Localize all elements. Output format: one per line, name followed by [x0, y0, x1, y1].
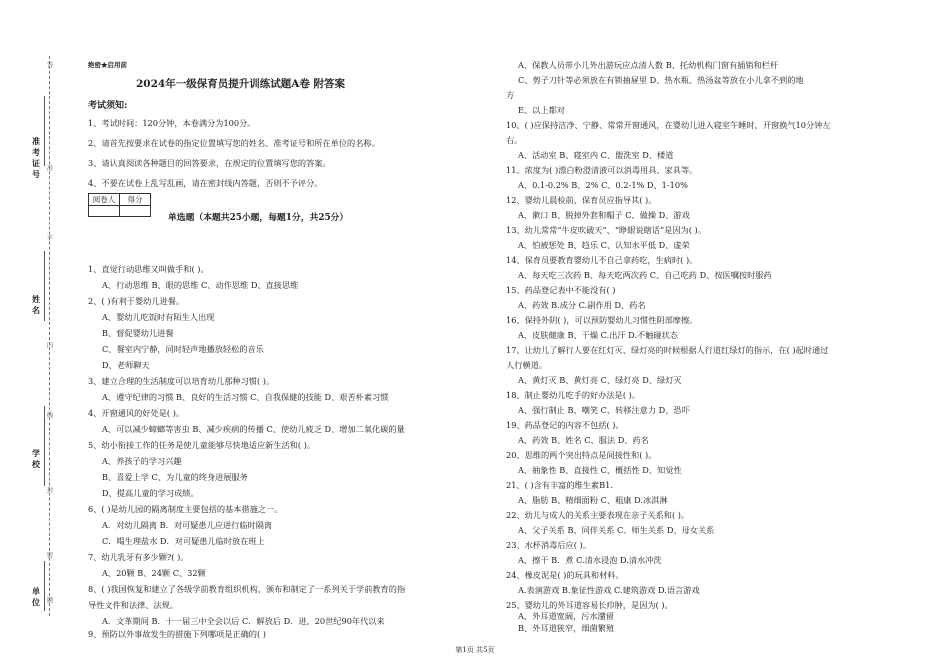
- question-text: 8、( )我国恢复和建立了各级学前教育组织机构，颁布和制定了一系列关于学前教育的指: [88, 584, 406, 594]
- question-options: A、父子关系 B、同伴关系 C、师生关系 D、母女关系: [518, 525, 715, 535]
- question-options: A.表演游戏 B.象征性游戏 C.建筑游戏 D.语言游戏: [518, 585, 700, 595]
- notice-item: 4、不要在试卷上乱写乱画，请在密封线内答题，否则不予评分。: [88, 178, 323, 188]
- seal-line: [49, 56, 50, 616]
- score-table-grader: 阅卷人: [89, 194, 120, 206]
- notice-item: 2、请首先按要求在试卷的指定位置填写您的姓名、准考证号和所在单位的名称。: [88, 138, 380, 148]
- notice-title: 考试须知:: [88, 101, 128, 111]
- question-options: A、药效 B.成分 C.副作用 D、药名: [518, 300, 646, 310]
- question-options: A、每天吃三次药 B、每天吃两次药 C、自己吃药 D、按医嘱按时服药: [518, 270, 772, 280]
- question-options: A．对幼儿隔离 B．对可疑患儿应进行临时隔离: [102, 520, 273, 530]
- question-text: 5、幼小衔接工作的任务是使儿童能够尽快地适应新生活和( )。: [88, 440, 316, 450]
- question-text: 9、预防以外事故发生的措施下列哪项是正确的( ): [88, 629, 266, 639]
- question-option: A、外耳道宽阔，污水潴留: [518, 611, 614, 621]
- question-text: 13、幼儿常常“牛皮吹破天”、“睁眼说瞎话”是因为( )。: [506, 225, 706, 235]
- seal-marker: 封: [46, 486, 54, 494]
- question-options: A、保教人员带小儿外出游玩应点清人数 B、托幼机构门窗有插销和栏杆: [518, 60, 779, 70]
- score-table-cell: [89, 206, 120, 217]
- question-options: A、擦干 B．煮 C.清水浸泡 D.清水冲洗: [518, 555, 662, 565]
- seal-marker: 题: [46, 596, 54, 604]
- binding-label-exam-no: 准考证号: [32, 136, 40, 179]
- question-options: A、遵守纪律的习惯 B、良好的生活习惯 C、自我保健的技能 D、艰苦朴素习惯: [102, 392, 389, 402]
- question-options: A、20颗 B、24颗 C、32颗: [102, 568, 206, 578]
- question-options: A、强行制止 B、嘲笑 C、转移注意力 D、恐吓: [518, 405, 690, 415]
- seal-marker: 答: [46, 61, 54, 69]
- question-options: A、漱口 B、脱掉外套和帽子 C、做操 D、游戏: [518, 210, 690, 220]
- question-text: 18、制止婴幼儿吃手的好办法是( )。: [506, 390, 641, 400]
- seal-marker: 准: [46, 164, 54, 172]
- question-option: D、提高儿童的学习成绩。: [102, 488, 199, 498]
- question-options: A、黄灯灭 B、黄灯亮 C、绿灯亮 D、绿灯灭: [518, 375, 682, 385]
- question-options: A、可以减少蟑螂等害虫 B、减少疾病的传播 C、使幼儿疲乏 D、增加二氧化碳的量: [102, 424, 405, 434]
- notice-item: 1、考试时间：120分钟，本卷满分为100分。: [88, 118, 256, 128]
- question-option: B、喜爱上学 C、为儿童的终身进展服务: [102, 472, 248, 482]
- question-text: 12、婴幼儿晨检前，保育员应指导其( )。: [506, 195, 657, 205]
- seal-marker: 不: [46, 234, 54, 242]
- question-text: 22、幼儿与成人的关系主要表现在亲子关系和( )。: [506, 510, 690, 520]
- question-text-cont: 右。: [506, 135, 523, 145]
- section-heading: 单选题（本题共25小题，每题1分，共25分）: [168, 213, 349, 223]
- question-text: 7、幼儿乳牙有多少颗?( )。: [88, 552, 189, 562]
- score-table-cell: [120, 206, 151, 217]
- binding-label-unit: 单位: [32, 586, 40, 607]
- question-text: 11、浓度为( )漂白粉澄清液可以消毒用具、家具等。: [506, 165, 698, 175]
- question-text: 21、( )含有丰富的维生素B1.: [506, 480, 613, 490]
- question-text-cont: 人行横道。: [506, 360, 547, 370]
- question-options: A、皮肤健康 B、干燥 C.出汗 D.不触碰状态: [518, 330, 678, 340]
- question-options: A、怕被惩处 B、趋乐 C、认知水平低 D、虚荣: [518, 240, 690, 250]
- question-option: B、外耳道狭窄，细菌繁殖: [518, 623, 615, 633]
- question-text: 19、药品登记的内容不包括( )。: [506, 420, 624, 430]
- question-options: A、0.1-0.2% B、2% C、0.2-1% D、1-10%: [518, 180, 688, 190]
- question-text: 23、水杯消毒后应( )。: [506, 540, 591, 550]
- seal-marker: 内: [46, 341, 54, 349]
- question-text-cont: 导性文件和法律、法规。: [88, 600, 179, 610]
- binding-label-name: 姓名: [32, 294, 40, 315]
- question-options: A、活动室 B、寝室内 C、盥洗室 D、楼道: [518, 150, 674, 160]
- question-options: A、抽象性 B、直接性 C、概括性 D、知觉性: [518, 465, 682, 475]
- question-options: A、行动思维 B、眼的思维 C、动作思维 D、直接思维: [102, 280, 299, 290]
- binding-strip: [22, 56, 68, 616]
- question-text: 20、思维的两个突出特点是间接性和( )。: [506, 450, 657, 460]
- question-text: 2、( )有利于婴幼儿进餐。: [88, 296, 185, 306]
- binding-label-school: 学校: [32, 448, 40, 469]
- question-text: 6、( )是幼儿园的隔离制度主要包括的基本措施之一。: [88, 504, 283, 514]
- question-text: 15、药品登记表中不能没有( ): [506, 285, 616, 295]
- question-option: C、餐室内宁静，同时轻声地播放轻松的音乐: [102, 344, 264, 354]
- question-text: 14、保育员要教育婴幼儿不自己拿药吃，生病时( )。: [506, 255, 698, 265]
- page-title: 2024年一级保育员提升训练试题A卷 附答案: [136, 78, 346, 90]
- question-text: 24、橡皮泥是( )的玩具和材料。: [506, 570, 624, 580]
- question-text: 1、直觉行动思维又叫做手和( )。: [88, 264, 209, 274]
- question-option: E、以上都对: [518, 105, 565, 115]
- score-table-score: 得分: [120, 194, 151, 206]
- question-text: 10、( )应保持洁净、宁静、常常开窗通风，在婴幼儿进入寝室午睡时，开窗换气10分钟左: [506, 120, 831, 130]
- question-text: 25、婴幼儿的外耳道容易长疖肿，是因为( )。: [506, 600, 673, 610]
- question-option: B、督促婴幼儿进餐: [102, 328, 174, 338]
- question-options: A．文革期间 B．十一届三中全会以后 C．解放后 D．进，20世纪90年代以来: [102, 616, 385, 626]
- question-text: 16、保持外阴( )，可以预防婴幼儿习惯性阴部摩擦。: [506, 315, 698, 325]
- secret-mark: 绝密★启用前: [88, 61, 127, 69]
- question-text: 3、建立合理的生活制度可以培育幼儿那种习惯( )。: [88, 376, 275, 386]
- notice-item: 3、请认真阅读各种题目的回答要求，在规定的位置填写您的答案。: [88, 158, 331, 168]
- question-option: D、老师聊天: [102, 360, 150, 370]
- seal-marker: 密: [46, 551, 54, 559]
- question-text: 4、开窗通风的好处是( )。: [88, 408, 185, 418]
- question-text: 17、让幼儿了解行人要在红灯灭、绿灯亮的时候根据人行道红绿灯的指示，在( )起时通过: [506, 345, 829, 355]
- score-table: [88, 193, 151, 217]
- question-options: C．喝生理盐水 D．对可疑患儿临时放在班上: [102, 536, 265, 546]
- page-footer: 第1页 共5页: [455, 646, 495, 654]
- question-option: A、养孩子的学习兴趣: [102, 456, 182, 466]
- question-option: A、婴幼儿吃饭时有陌生人出现: [102, 312, 215, 322]
- blank-line-name: [44, 251, 45, 321]
- question-options: C、剪子刀针等必须放在有锁抽屉里 D、热水瓶、热汤盆等放在小儿拿不到的地: [518, 75, 804, 85]
- blank-line-exam-no: [44, 96, 45, 166]
- question-text-cont: 方: [506, 90, 515, 100]
- question-options: A、脂肪 B、精细面粉 C、粗康 D.冰淇淋: [518, 495, 668, 505]
- seal-marker: 线: [46, 411, 54, 419]
- question-options: A、药效 B、姓名 C、服法 D、药名: [518, 435, 649, 445]
